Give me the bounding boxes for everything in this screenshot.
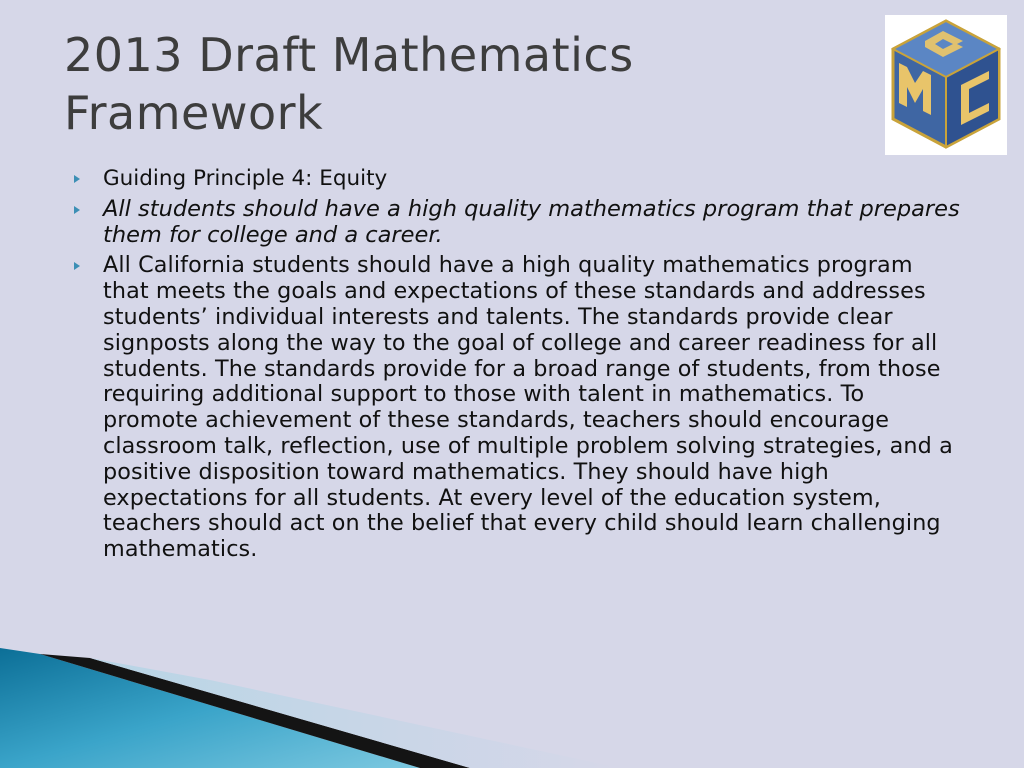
cmc-logo-graphic bbox=[885, 15, 1007, 155]
bottom-decoration bbox=[0, 640, 1024, 768]
bullet-item bbox=[74, 197, 964, 249]
bullet-text: Guiding Principle 4: Equity bbox=[103, 166, 388, 191]
triangle-bullet-icon bbox=[74, 175, 80, 183]
decorative-swoosh bbox=[0, 640, 1024, 768]
bullet-list bbox=[74, 166, 964, 568]
bullet-item bbox=[74, 253, 964, 563]
triangle-bullet-icon bbox=[74, 206, 80, 214]
bullet-item bbox=[74, 166, 964, 192]
triangle-bullet-icon bbox=[74, 262, 80, 270]
bullet-text: All California students should have a high quality mathematics program that meets the goals and expectations of these standards and addresses students’ individual interests and talents. The standards provide clear signposts along the way to the goal of college and career readiness for all students. The standards provide for a broad range of students, from those requiring additional support to those with talent in mathematics. To promote achievement of these standards, teachers should encourage classroom talk, reflection, use of multiple problem solving strategies, and a positive disposition toward mathematics. They should have high expectations for all students. At every level of the education system, teachers should act on the belief that every child should learn challenging mathematics. bbox=[103, 252, 953, 563]
slide-title: 2013 Draft Mathematics Framework bbox=[64, 28, 634, 140]
bullet-text: All students should have a high quality mathematics program that prepares them for college and a career. bbox=[103, 195, 960, 248]
cmc-logo bbox=[885, 15, 1007, 155]
